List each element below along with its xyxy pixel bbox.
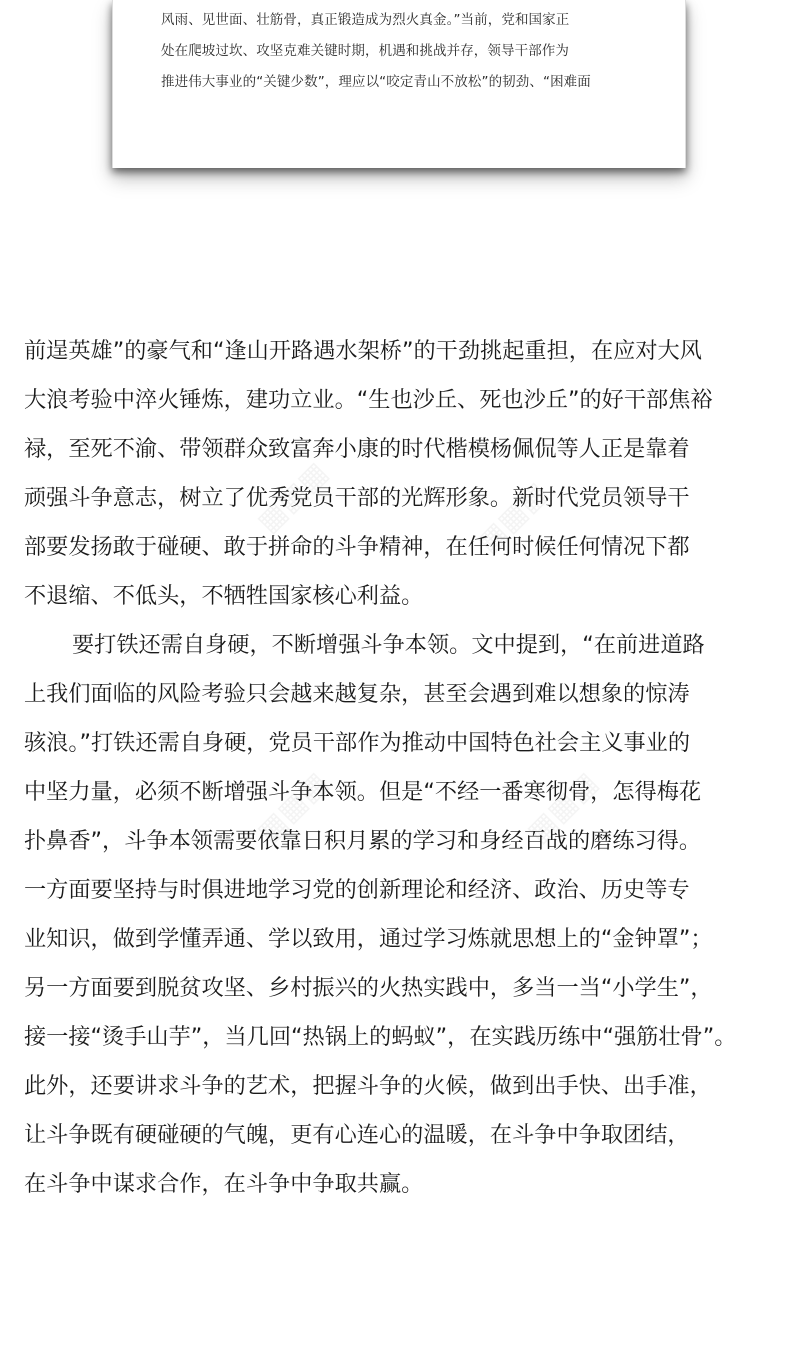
text-line: 部要发扬敢于碰硬、敢于拼命的斗争精神，在任何时候任何情况下都 [24, 534, 690, 560]
text-line: 中坚力量，必须不断增强斗争本领。但是“不经一番寒彻骨，怎得梅花 [24, 779, 702, 805]
card-text [161, 5, 591, 98]
card-line: 风雨、见世面、壮筋骨，真正锻造成为烈火真金。”当前，党和国家正 [161, 12, 570, 28]
text-line: 要打铁还需自身硬，不断增强斗争本领。文中提到，“在前进道路 [72, 632, 705, 658]
text-line: 上我们面临的风险考验只会越来越复杂，甚至会遇到难以想象的惊涛 [24, 681, 690, 707]
card-line: 处在爬坡过坎、攻坚克难关键时期，机遇和挑战并存，领导干部作为 [161, 43, 569, 59]
text-line: 此外，还要讲求斗争的艺术，把握斗争的火候，做到出手快、出手准， [24, 1073, 712, 1099]
text-line: 大浪考验中淬火锤炼，建功立业。“生也沙丘、死也沙丘”的好干部焦裕 [24, 387, 713, 413]
card-line: 推进伟大事业的“关键少数”，理应以“咬定青山不放松”的韧劲、“困难面 [161, 74, 591, 90]
paragraph-2 [24, 621, 784, 1209]
text-line: 另一方面要到脱贫攻坚、乡村振兴的火热实践中，多当一当“小学生”， [24, 975, 713, 1001]
text-line: 在斗争中谋求合作，在斗争中争取共赢。 [24, 1171, 424, 1197]
text-line: 顽强斗争意志，树立了优秀党员干部的光辉形象。新时代党员领导干 [24, 485, 690, 511]
text-line: 前逞英雄”的豪气和“逢山开路遇水架桥”的干劲挑起重担，在应对大风 [24, 338, 702, 364]
text-line: 一方面要坚持与时俱进地学习党的创新理论和经济、政治、历史等专 [24, 877, 690, 903]
document-card [112, 0, 686, 168]
text-line: 不退缩、不低头，不牺牲国家核心利益。 [24, 583, 424, 609]
text-line: 业知识，做到学懂弄通、学以致用，通过学习炼就思想上的“金钟罩”； [24, 926, 713, 952]
article-body [24, 327, 784, 1209]
text-line: 让斗争既有硬碰硬的气魄，更有心连心的温暖，在斗争中争取团结， [24, 1122, 690, 1148]
text-line: 骇浪。”打铁还需自身硬，党员干部作为推动中国特色社会主义事业的 [24, 730, 691, 756]
text-line: 扑鼻香”，斗争本领需要依靠日积月累的学习和身经百战的磨练习得。 [24, 828, 702, 854]
text-line: 接一接“烫手山芋”，当几回“热锅上的蚂蚁”，在实践历练中“强筋壮骨”。 [24, 1024, 737, 1050]
paragraph-1 [24, 327, 784, 621]
text-line: 禄，至死不渝、带领群众致富奔小康的时代楷模杨佩侃等人正是靠着 [24, 436, 690, 462]
